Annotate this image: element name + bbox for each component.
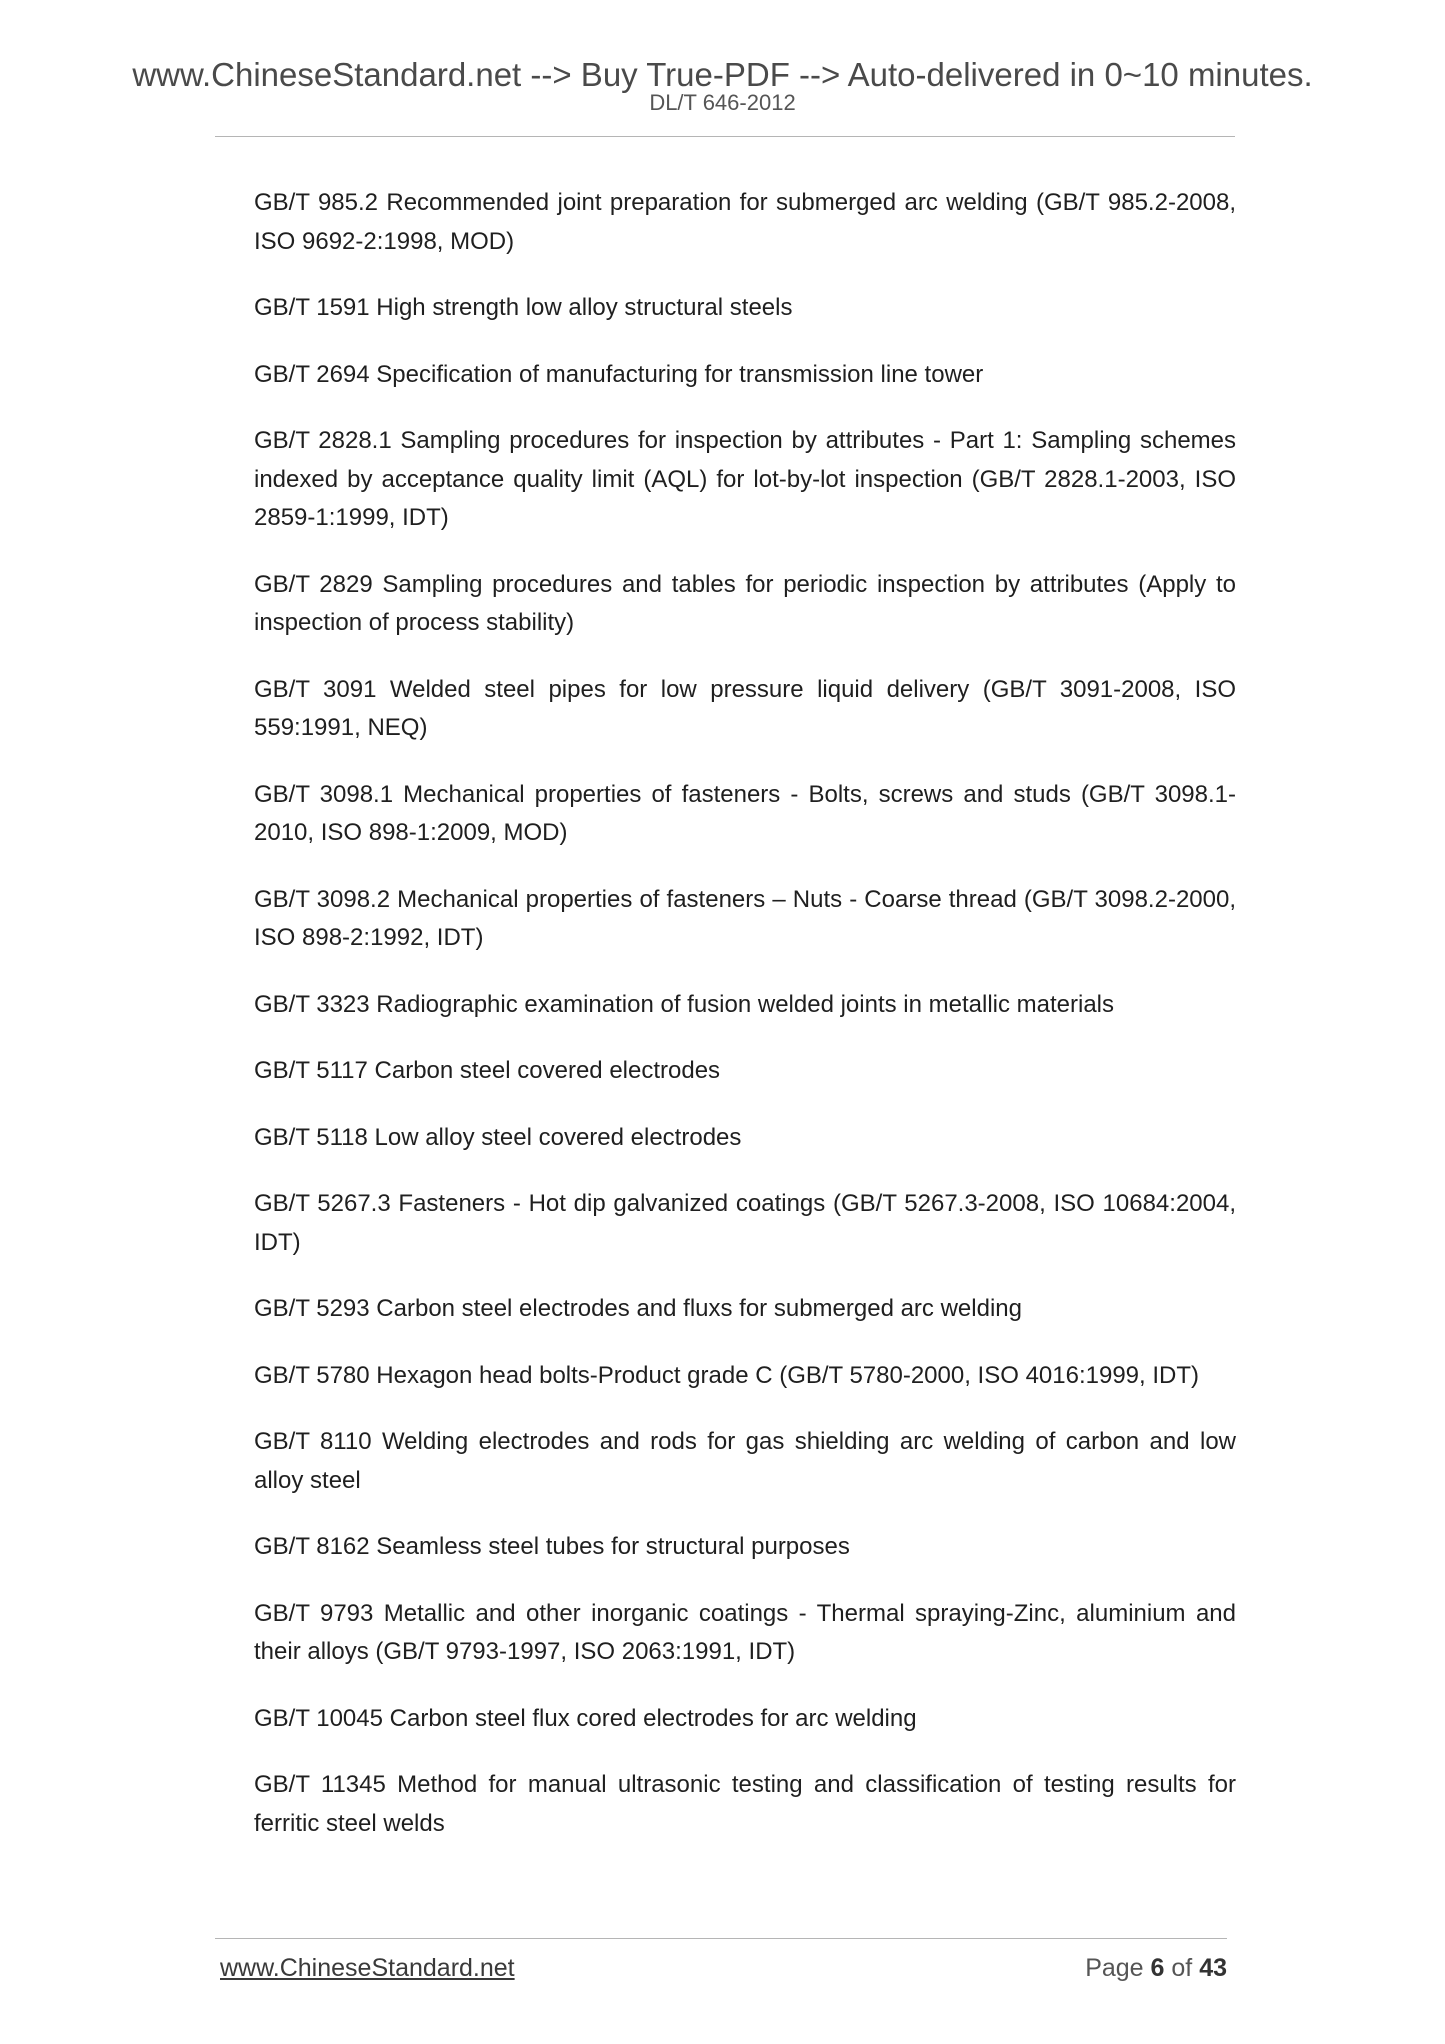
page-prefix: Page xyxy=(1085,1954,1151,1982)
reference-item: GB/T 985.2 Recommended joint preparation for submerged arc welding (GB/T 985.2-2008, ISO 9692-2:1998, MOD) xyxy=(254,189,1236,255)
reference-item: GB/T 2829 Sampling procedures and tables for periodic inspection by attributes (Apply to inspection of process stability) xyxy=(254,570,1236,636)
reference-item: GB/T 2828.1 Sampling procedures for inspection by attributes - Part 1: Sampling schemes indexed by acceptance quality limit (AQL) for lot-by-lot inspection (GB/T 2828.1-2003, ISO 2859-1:1999, IDT) xyxy=(254,427,1236,531)
reference-item: GB/T 10045 Carbon steel flux cored electrodes for arc welding xyxy=(254,1704,917,1732)
page-total: 43 xyxy=(1199,1954,1227,1982)
reference-item: GB/T 8162 Seamless steel tubes for structural purposes xyxy=(254,1533,850,1560)
reference-item: GB/T 2694 Specification of manufacturing for transmission line tower xyxy=(254,360,984,388)
header-banner[interactable]: www.ChineseStandard.net --> Buy True-PDF --> Auto-delivered in 0~10 minutes. xyxy=(132,56,1313,93)
footer-divider xyxy=(215,1938,1227,1939)
document-code: DL/T 646-2012 xyxy=(649,90,796,115)
page-current: 6 xyxy=(1150,1954,1165,1982)
reference-item: GB/T 5780 Hexagon head bolts-Product grade C (GB/T 5780-2000, ISO 4016:1999, IDT) xyxy=(254,1361,1199,1389)
page-middle: of xyxy=(1164,1954,1200,1982)
reference-list xyxy=(254,184,1236,1871)
reference-item: GB/T 5117 Carbon steel covered electrodes xyxy=(254,1057,721,1084)
reference-item: GB/T 3323 Radiographic examination of fusion welded joints in metallic materials xyxy=(254,990,1115,1018)
page-number xyxy=(1085,1956,1227,1981)
reference-item: GB/T 5293 Carbon steel electrodes and fluxs for submerged arc welding xyxy=(254,1295,1022,1322)
reference-item: GB/T 3098.2 Mechanical properties of fasteners – Nuts - Coarse thread (GB/T 3098.2-2000, ISO 898-2:1992, IDT) xyxy=(254,885,1236,951)
footer-website-link[interactable]: www.ChineseStandard.net xyxy=(220,1954,515,1982)
reference-item: GB/T 3091 Welded steel pipes for low pressure liquid delivery (GB/T 3091-2008, ISO 559:1991, NEQ) xyxy=(254,675,1236,741)
header-divider xyxy=(215,136,1235,137)
reference-item: GB/T 8110 Welding electrodes and rods for gas shielding arc welding of carbon and low alloy steel xyxy=(254,1428,1236,1494)
reference-item: GB/T 5118 Low alloy steel covered electrodes xyxy=(254,1123,742,1151)
reference-item: GB/T 11345 Method for manual ultrasonic testing and classification of testing results for ferritic steel welds xyxy=(254,1771,1236,1837)
reference-item: GB/T 9793 Metallic and other inorganic coatings - Thermal spraying-Zinc, aluminium and their alloys (GB/T 9793-1997, ISO 2063:1991, IDT) xyxy=(254,1599,1236,1665)
reference-item: GB/T 3098.1 Mechanical properties of fasteners - Bolts, screws and studs (GB/T 3098.1-2010, ISO 898-1:2009, MOD) xyxy=(254,780,1236,846)
reference-item: GB/T 5267.3 Fasteners - Hot dip galvanized coatings (GB/T 5267.3-2008, ISO 10684:2004, IDT) xyxy=(254,1190,1236,1256)
reference-item: GB/T 1591 High strength low alloy structural steels xyxy=(254,294,793,321)
